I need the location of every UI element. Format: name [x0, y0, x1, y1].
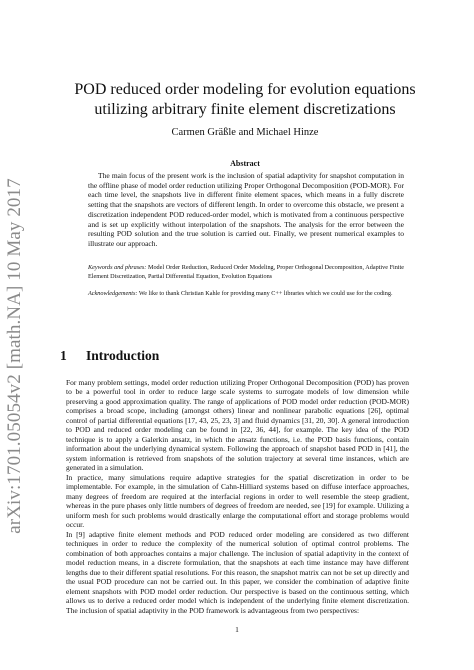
body-paragraph: For many problem settings, model order reduction utilizing Proper Orthogonal Decomposition (POD) has proven to be a powerful tool in order to reduce large scale systems to surrogate models of low dimension while preserving a good approximation quality. The range of applications of POD model order reduction (POD-MOR) comprises a broad scope, including (amongst others) linear and nonlinear parabolic equations [26], optimal control of partial differential equations [17, 43, 25, 23, 3] and fluid dynamics [31, 20, 30]. A general introduction to POD and reduced order modeling can be found in [22, 36, 44], for example. The key idea of the POD technique is to apply a Galerkin ansatz, in which the ansatz functions, i.e. the POD basis functions, contain information about the underlying dynamical system. Following the approach of snapshot based POD in [41], the system information is retrieved from snapshots of the solution trajectory at several time instances, which are generated in a simulation. [66, 378, 409, 473]
acknowledgements-text: We like to thank Christian Kahle for providing many C++ libraries which we could use for the coding. [138, 290, 393, 297]
abstract-heading: Abstract [230, 159, 260, 168]
body-paragraph: In practice, many simulations require adaptive strategies for the spatial discretization in order to be implementable. For example, in the simulation of Cahn-Hilliard systems based on diffuse interface approaches, many degrees of freedom are required at the interfacial regions in order to well resemble the steep gradient, whereas in the pure phases only little numbers of degrees of freedom are needed, see [19] for example. Utilizing a uniform mesh for such problems would drastically enlarge the computational effort and storage problems would occur. [66, 472, 409, 530]
paper-title: POD reduced order modeling for evolution equations utilizing arbitrary finite element discretizations [74, 81, 416, 118]
section-heading [60, 348, 159, 364]
keywords-text: Model Order Reduction, Reduced Order Modeling, Proper Orthogonal Decomposition, Adaptive Finite Element Discretization, Partial Differential Equation, Evolution Equations [88, 264, 405, 280]
body-text [66, 378, 409, 615]
page-number: 1 [235, 625, 239, 634]
arxiv-identifier: arXiv:1701.05054v2 [math.NA] 10 May 2017 [4, 178, 25, 534]
acknowledgements-label: Acknowledgements: [88, 290, 138, 297]
keywords-label: Keywords and phrases: [88, 264, 147, 271]
section-number: 1 [60, 348, 67, 363]
keywords-block [88, 264, 404, 281]
paper-authors: Carmen Gräßle and Michael Hinze [171, 127, 319, 138]
body-paragraph: In [9] adaptive finite element methods and POD reduced order modeling are considered as two different techniques in order to reduce the complexity of the numerical solution of optimal control problems. The combination of both approaches contains a major challenge. The inclusion of spatial adaptivity in the context of model reduction means, in a discrete formulation, that the snapshots at each time instance may have different lengths due to their different spatial resolutions. For this reason, the snapshot matrix can not be set up directly and the usual POD procedure can not be carried out. In this paper, we consider the combination of adaptive finite element snapshots with POD model order reduction. Our perspective is based on the continuous setting, which allows us to derive a reduced order model which is independent of the underlying finite element discretization. The inclusion of spatial adaptivity in the POD framework is advantageous from two perspectives: [66, 530, 409, 615]
section-title: Introduction [86, 348, 160, 363]
abstract-text: The main focus of the present work is the inclusion of spatial adaptivity for snapshot computation in the offline phase of model order reduction utilizing Proper Orthogonal Decomposition (POD-MOR). For each time level, the snapshots live in different finite element spaces, which means in a fully discrete setting that the snapshots are vectors of different length. In order to overcome this obstacle, we present a discretization independent POD reduced-order model, which is motivated from a continuous perspective and is set up explicitly without interpolation of the snapshots. The analysis for the error between the resulting POD solution and the true solution is carried out. Finally, we present numerical examples to illustrate our approach. [88, 171, 404, 248]
acknowledgements-block [88, 290, 404, 299]
arxiv-sidebar [3, 178, 27, 534]
